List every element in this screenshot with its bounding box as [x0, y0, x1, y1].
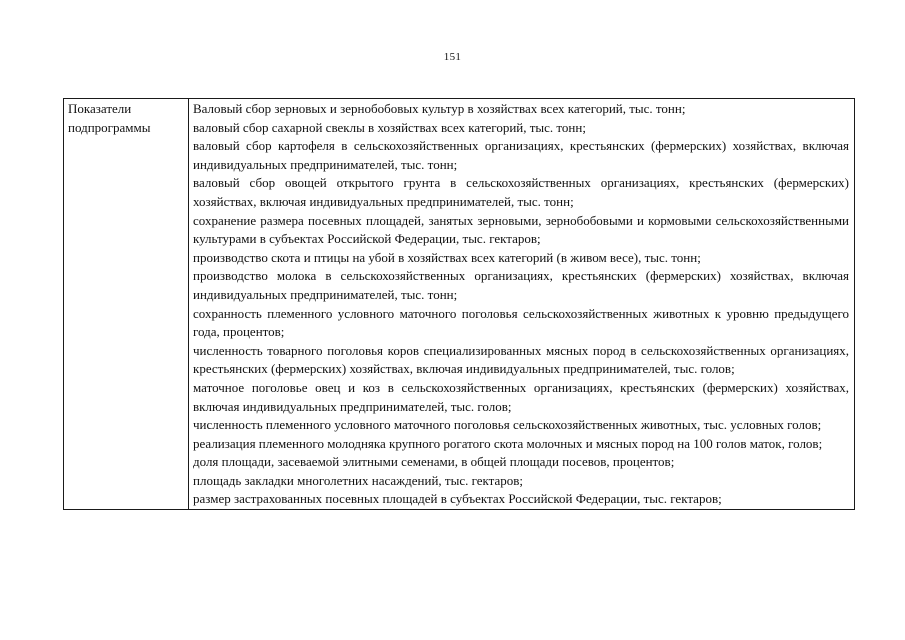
indicator-item: Валовый сбор зерновых и зернобобовых культур в хозяйствах всех категорий, тыс. тонн; — [193, 101, 686, 116]
indicator-item: сохранение размера посевных площадей, занятых зерновыми, зернобобовыми и кормовыми сельскохозяйственными культурами в субъектах Российской Федерации, тыс. гектаров; — [193, 212, 849, 247]
indicator-item: валовый сбор сахарной свеклы в хозяйствах всех категорий, тыс. тонн; — [193, 119, 586, 135]
indicator-item: валовый сбор овощей открытого грунта в сельскохозяйственных организациях, крестьянских (фермерских) хозяйствах, включая индивидуальных предпринимателей, тыс. тонн; — [193, 175, 849, 209]
indicator-item: производство молока в сельскохозяйственных организациях, крестьянских (фермерских) хозяйствах, включая индивидуальных предпринимателей, тыс. тонн; — [193, 268, 849, 302]
indicators-list — [193, 100, 849, 509]
indicator-item: сохранность племенного условного маточного поголовья сельскохозяйственных животных к уровню предыдущего года, процентов; — [193, 305, 849, 340]
indicator-item: маточное поголовье овец и коз в сельскохозяйственных организациях, крестьянских (фермерских) хозяйствах, включая индивидуальных предпринимателей, тыс. голов; — [193, 379, 849, 414]
indicator-item: размер застрахованных посевных площадей в субъектах Российской Федерации, тыс. гектаров; — [193, 491, 722, 507]
indicators-cell — [189, 99, 855, 510]
row-label-cell: Показатели подпрограммы — [64, 99, 189, 510]
indicator-item: численность племенного условного маточного поголовья сельскохозяйственных животных, тыс. условных голов; — [193, 417, 822, 433]
indicator-item: реализация племенного молодняка крупного рогатого скота молочных и мясных пород на 100 голов маток, голов; — [193, 435, 823, 451]
indicator-item: доля площади, засеваемой элитными семенами, в общей площади посевов, процентов; — [193, 454, 675, 470]
indicator-item: валовый сбор картофеля в сельскохозяйственных организациях, крестьянских (фермерских) хозяйствах, включая индивидуальных предпринимателей, тыс. тонн; — [193, 138, 849, 172]
indicator-item: численность товарного поголовья коров специализированных мясных пород в сельскохозяйственных организациях, крестьянских (фермерских) хозяйствах, включая индивидуальных предпринимателей, тыс. голов; — [193, 342, 849, 377]
indicators-table — [63, 98, 855, 510]
table-row — [64, 99, 855, 510]
indicator-item: производство скота и птицы на убой в хозяйствах всех категорий (в живом весе), тыс. тонн; — [193, 249, 701, 265]
page-number: 151 — [443, 51, 462, 63]
indicator-item: площадь закладки многолетних насаждений, тыс. гектаров; — [193, 472, 524, 488]
